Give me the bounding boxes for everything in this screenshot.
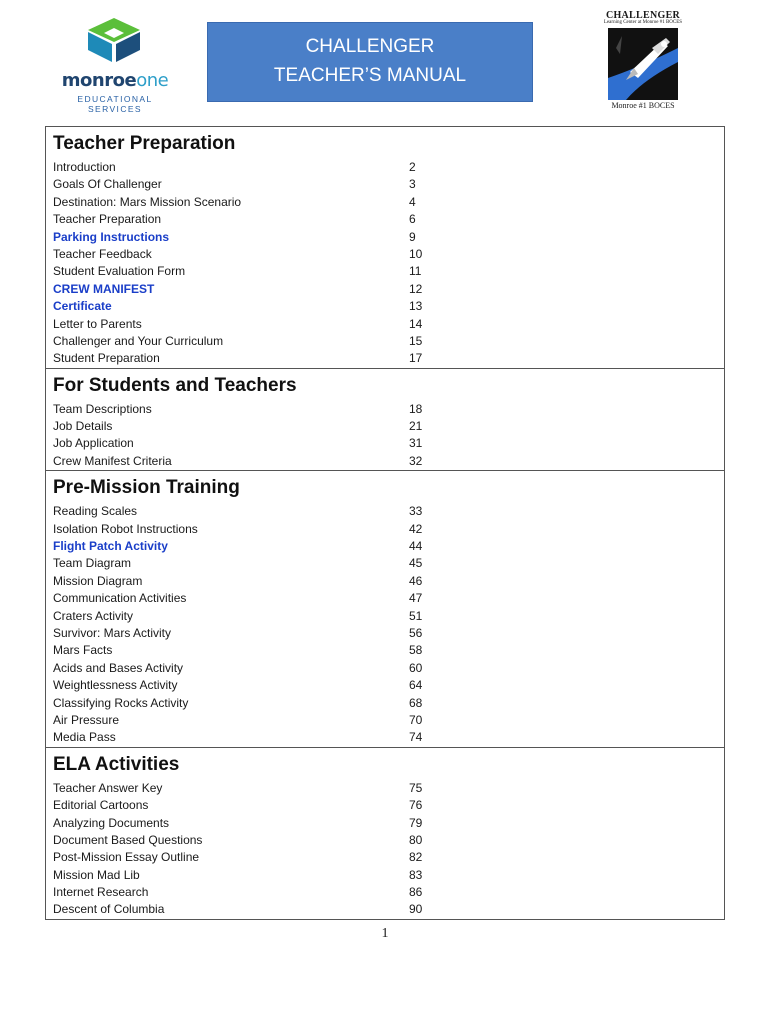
toc-section xyxy=(46,747,724,919)
toc-entry-label: Goals Of Challenger xyxy=(53,177,162,192)
toc-entry-label: Post-Mission Essay Outline xyxy=(53,850,200,865)
toc-page-number: 76 xyxy=(409,798,423,813)
toc-page-number: 47 xyxy=(409,591,423,606)
toc-entry-label: Team Descriptions xyxy=(53,401,152,416)
toc-entry-label: Analyzing Documents xyxy=(53,815,170,830)
toc-page-number: 79 xyxy=(409,815,423,830)
toc-entry-label: Classifying Rocks Activity xyxy=(53,695,189,710)
section-title: Pre-Mission Training xyxy=(53,477,240,499)
monroe-one-logo xyxy=(55,18,175,114)
toc-row xyxy=(53,729,724,746)
manual-title-box xyxy=(207,22,533,102)
toc-row xyxy=(53,176,724,193)
toc-page-number: 12 xyxy=(409,281,423,296)
toc-row xyxy=(53,867,724,884)
toc-entry-label: Student Preparation xyxy=(53,351,160,366)
toc-page-number: 51 xyxy=(409,608,423,623)
brand-subtitle: EDUCATIONAL SERVICES xyxy=(77,94,153,114)
toc-row xyxy=(53,660,724,677)
toc-row[interactable] xyxy=(53,229,724,246)
section-title: Teacher Preparation xyxy=(53,133,236,154)
table-of-contents xyxy=(45,126,725,920)
toc-row xyxy=(53,246,724,263)
toc-page-number: 44 xyxy=(409,539,423,554)
toc-entry-label: Acids and Bases Activity xyxy=(53,660,184,675)
toc-entry-label: Job Details xyxy=(53,419,113,434)
toc-page-number: 70 xyxy=(409,712,423,727)
brand-main: monroe xyxy=(61,70,137,91)
toc-entry-label: Isolation Robot Instructions xyxy=(53,521,198,536)
toc-page-number: 2 xyxy=(409,160,416,174)
toc-page-number: 42 xyxy=(409,521,423,536)
toc-page-number: 13 xyxy=(409,299,423,314)
toc-page-number: 33 xyxy=(409,504,423,519)
title-line-2: TEACHER’S MANUAL xyxy=(273,65,467,86)
toc-entry-label: Destination: Mars Mission Scenario xyxy=(53,194,242,209)
toc-page-number: 9 xyxy=(409,229,416,244)
toc-row xyxy=(53,521,724,538)
challenger-logo xyxy=(602,10,684,110)
challenger-logo-footer: Monroe #1 BOCES xyxy=(611,101,675,110)
toc-page-number: 58 xyxy=(409,643,423,658)
toc-row xyxy=(53,901,724,918)
toc-row xyxy=(53,333,724,350)
toc-entry-label: Air Pressure xyxy=(53,712,120,727)
toc-entry-label: Survivor: Mars Activity xyxy=(53,625,172,640)
toc-entry-label: Craters Activity xyxy=(53,608,134,623)
title-line-1: CHALLENGER xyxy=(305,36,435,57)
toc-row xyxy=(53,780,724,797)
toc-section xyxy=(46,470,724,746)
toc-row xyxy=(53,677,724,694)
toc-row[interactable] xyxy=(53,538,724,555)
section-title: ELA Activities xyxy=(53,753,180,775)
toc-page-number: 6 xyxy=(409,212,416,227)
toc-link[interactable]: Certificate xyxy=(53,299,112,314)
toc-entry-label: Team Diagram xyxy=(53,556,132,571)
toc-entry-label: Media Pass xyxy=(53,730,116,745)
toc-row xyxy=(53,316,724,333)
toc-entry-label: Weightlessness Activity xyxy=(53,678,178,693)
toc-page-number: 3 xyxy=(409,177,416,192)
toc-entry-label: Job Application xyxy=(53,436,134,451)
toc-page-number: 11 xyxy=(409,264,422,279)
toc-page-number: 56 xyxy=(409,625,423,640)
toc-entry-label: Mission Diagram xyxy=(53,573,143,588)
toc-entry-label: Reading Scales xyxy=(53,504,138,519)
toc-page-number: 64 xyxy=(409,678,423,693)
toc-entry-label: Challenger and Your Curriculum xyxy=(53,333,224,348)
toc-page-number: 17 xyxy=(409,351,423,366)
toc-row xyxy=(53,418,724,435)
toc-page-number: 83 xyxy=(409,867,423,882)
toc-page-number: 21 xyxy=(409,419,423,434)
toc-row[interactable] xyxy=(53,298,724,315)
toc-entry-label: Student Evaluation Form xyxy=(53,264,186,279)
toc-row xyxy=(53,435,724,452)
toc-row xyxy=(53,573,724,590)
toc-row xyxy=(53,712,724,729)
toc-page-number: 68 xyxy=(409,695,423,710)
toc-entry-label: Teacher Answer Key xyxy=(53,780,163,795)
toc-page-number: 60 xyxy=(409,660,423,675)
toc-row xyxy=(53,797,724,814)
toc-entry-label: Teacher Feedback xyxy=(53,246,152,261)
toc-entry-label: Communication Activities xyxy=(53,591,187,606)
toc-row xyxy=(53,263,724,280)
toc-row xyxy=(53,884,724,901)
toc-page-number: 4 xyxy=(409,194,416,209)
toc-entry-label: Introduction xyxy=(53,160,116,174)
toc-entry-label: Internet Research xyxy=(53,885,149,900)
section-title: For Students and Teachers xyxy=(53,374,297,396)
toc-section xyxy=(46,368,724,471)
toc-page-number: 80 xyxy=(409,832,423,847)
toc-row xyxy=(53,555,724,572)
brand-accent: one xyxy=(136,70,169,91)
challenger-logo-title: CHALLENGER xyxy=(605,10,681,21)
space-shuttle-icon xyxy=(608,28,678,100)
toc-row xyxy=(53,590,724,607)
toc-entry-label: Letter to Parents xyxy=(53,316,142,331)
toc-row xyxy=(53,849,724,866)
toc-row xyxy=(53,832,724,849)
toc-entry-label: Document Based Questions xyxy=(53,832,203,847)
toc-row xyxy=(53,350,724,367)
toc-page-number: 32 xyxy=(409,453,423,468)
toc-entry-label: Mission Mad Lib xyxy=(53,867,140,882)
toc-row xyxy=(53,503,724,520)
toc-page-number: 14 xyxy=(409,316,423,331)
toc-row xyxy=(53,159,724,176)
toc-link[interactable]: Parking Instructions xyxy=(53,229,170,244)
toc-page-number: 31 xyxy=(409,436,423,451)
challenger-logo-subtitle: Learning Center at Monroe #1 BOCES xyxy=(603,20,683,25)
toc-page-number: 82 xyxy=(409,850,423,865)
toc-entry-label: Descent of Columbia xyxy=(53,902,165,917)
toc-page-number: 90 xyxy=(409,902,423,917)
toc-page-number: 18 xyxy=(409,401,423,416)
toc-row xyxy=(53,815,724,832)
toc-entry-label: Editorial Cartoons xyxy=(53,798,149,813)
toc-row xyxy=(53,608,724,625)
toc-entry-label: Teacher Preparation xyxy=(53,212,162,227)
toc-link[interactable]: Flight Patch Activity xyxy=(53,539,168,554)
toc-page-number: 46 xyxy=(409,573,423,588)
toc-row xyxy=(53,642,724,659)
toc-entry-label: Crew Manifest Criteria xyxy=(53,453,172,468)
monroe-cube-icon xyxy=(88,18,140,62)
toc-page-number: 10 xyxy=(409,246,423,261)
toc-page-number: 45 xyxy=(409,556,423,571)
toc-row xyxy=(53,211,724,228)
toc-row xyxy=(53,625,724,642)
toc-row xyxy=(53,453,724,470)
toc-link[interactable]: CREW MANIFEST xyxy=(53,281,155,296)
toc-page-number: 75 xyxy=(409,780,423,795)
toc-row xyxy=(53,401,724,418)
toc-page-number: 74 xyxy=(409,730,423,745)
toc-row xyxy=(53,695,724,712)
brand-name xyxy=(55,70,175,91)
toc-section xyxy=(46,127,724,368)
toc-row xyxy=(53,194,724,211)
toc-page-number: 86 xyxy=(409,885,423,900)
toc-page-number: 15 xyxy=(409,333,423,348)
toc-row[interactable] xyxy=(53,281,724,298)
toc-entry-label: Mars Facts xyxy=(53,643,113,658)
page-number: 1 xyxy=(381,926,389,941)
